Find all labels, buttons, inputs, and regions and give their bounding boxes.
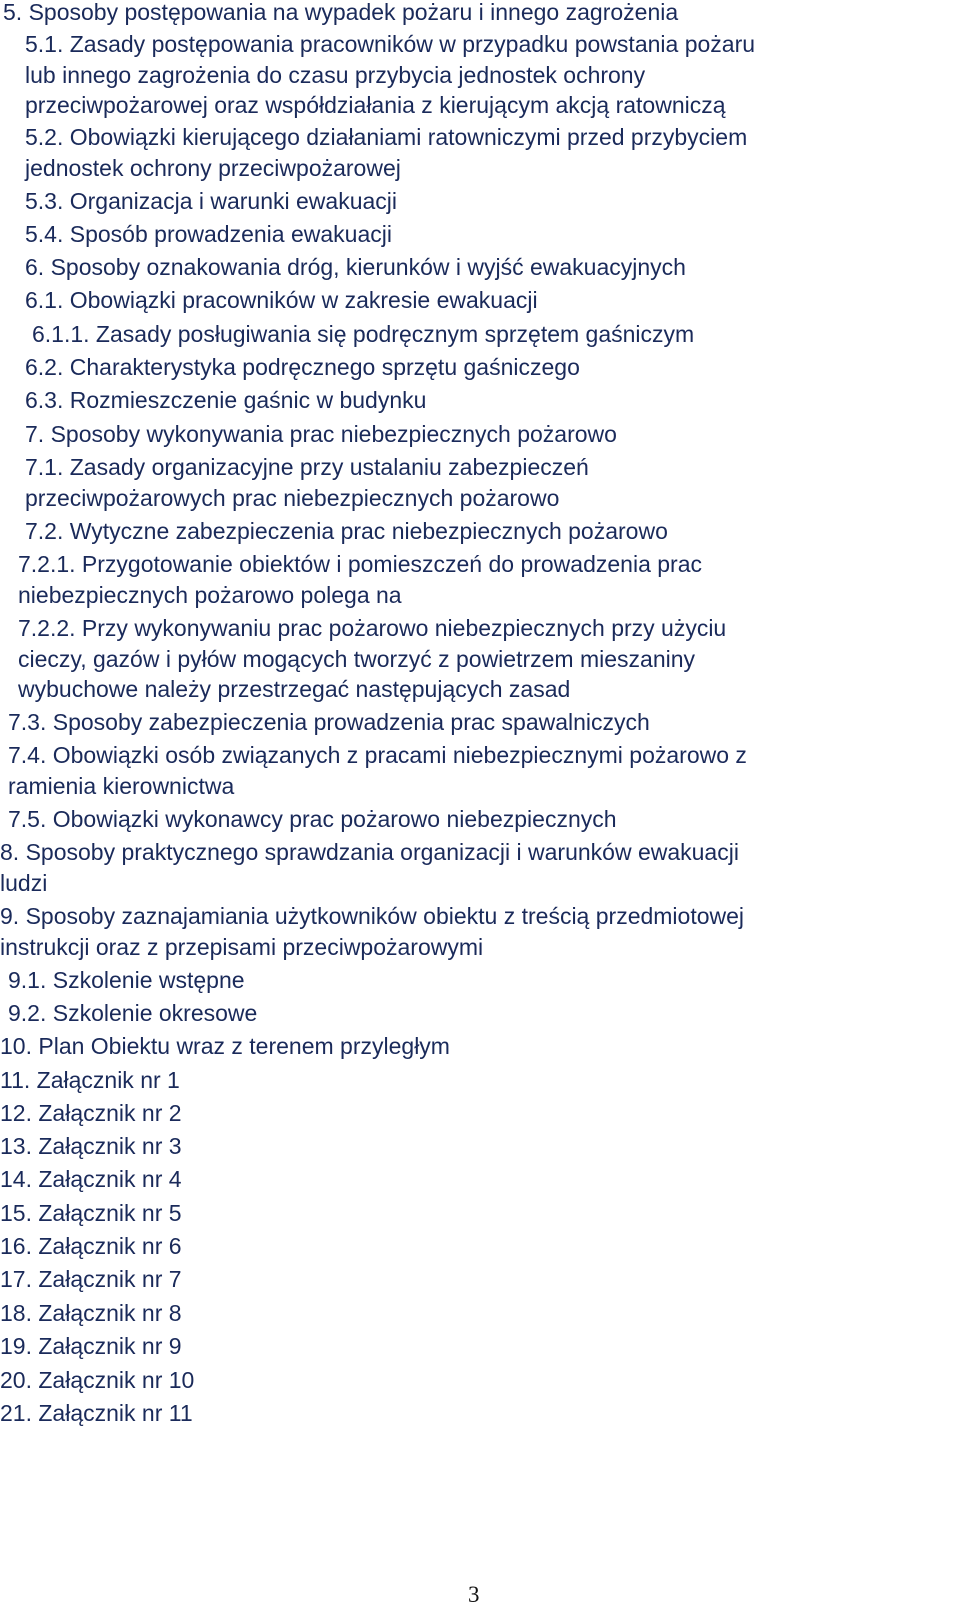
toc-line: 9.2. Szkolenie okresowe — [8, 1000, 258, 1026]
toc-line: lub innego zagrożenia do czasu przybycia jednostek ochrony — [25, 62, 646, 88]
toc-line: 7.5. Obowiązki wykonawcy prac pożarowo niebezpiecznych — [8, 806, 617, 832]
toc-line: 20. Załącznik nr 10 — [0, 1367, 195, 1393]
toc-line: ludzi — [0, 870, 48, 896]
toc-line: 6.3. Rozmieszczenie gaśnic w budynku — [25, 387, 427, 413]
toc-line: 15. Załącznik nr 5 — [0, 1200, 182, 1226]
toc-line: przeciwpożarowych prac niebezpiecznych pożarowo — [25, 485, 560, 511]
toc-line: 8. Sposoby praktycznego sprawdzania organizacji i warunków ewakuacji — [0, 839, 739, 865]
toc-line: 10. Plan Obiektu wraz z terenem przyległym — [0, 1033, 450, 1059]
toc-line: instrukcji oraz z przepisami przeciwpożarowymi — [0, 934, 484, 960]
toc-line: 13. Załącznik nr 3 — [0, 1133, 182, 1159]
toc-line: niebezpiecznych pożarowo polega na — [18, 582, 402, 608]
toc-line: 6. Sposoby oznakowania dróg, kierunków i wyjść ewakuacyjnych — [25, 254, 686, 280]
toc-line: 6.1. Obowiązki pracowników w zakresie ewakuacji — [25, 287, 538, 313]
toc-line: 19. Załącznik nr 9 — [0, 1333, 182, 1359]
toc-line: 11. Załącznik nr 1 — [0, 1067, 180, 1093]
toc-line: 5.2. Obowiązki kierującego działaniami ratowniczymi przed przybyciem — [25, 124, 748, 150]
toc-line: cieczy, gazów i pyłów mogących tworzyć z powietrzem mieszaniny — [18, 646, 696, 672]
toc-line: 21. Załącznik nr 11 — [0, 1400, 193, 1426]
toc-line: 7.1. Zasady organizacyjne przy ustalaniu zabezpieczeń — [25, 454, 589, 480]
page-number: 3 — [468, 1582, 480, 1607]
toc-line: 5.4. Sposób prowadzenia ewakuacji — [25, 221, 392, 247]
toc-line: 18. Załącznik nr 8 — [0, 1300, 182, 1326]
toc-line: 5.1. Zasady postępowania pracowników w przypadku powstania pożaru — [25, 31, 756, 57]
toc-line: 5. Sposoby postępowania na wypadek pożaru i innego zagrożenia — [3, 0, 679, 25]
toc-line: 6.2. Charakterystyka podręcznego sprzętu gaśniczego — [25, 354, 580, 380]
toc-line: 7.3. Sposoby zabezpieczenia prowadzenia prac spawalniczych — [8, 709, 650, 735]
toc-line: 7.4. Obowiązki osób związanych z pracami niebezpiecznymi pożarowo z — [8, 742, 747, 768]
toc-line: 7.2.2. Przy wykonywaniu prac pożarowo niebezpiecznych przy użyciu — [18, 615, 727, 641]
toc-line: 9. Sposoby zaznajamiania użytkowników obiektu z treścią przedmiotowej — [0, 903, 745, 929]
toc-line: 7.2. Wytyczne zabezpieczenia prac niebezpiecznych pożarowo — [25, 518, 668, 544]
toc-line: 6.1.1. Zasady posługiwania się podręcznym sprzętem gaśniczym — [32, 321, 695, 347]
toc-line: 7.2.1. Przygotowanie obiektów i pomieszczeń do prowadzenia prac — [18, 551, 702, 577]
toc-line: wybuchowe należy przestrzegać następujących zasad — [18, 676, 571, 702]
toc-line: ramienia kierownictwa — [8, 773, 235, 799]
toc-line: 5.3. Organizacja i warunki ewakuacji — [25, 188, 398, 214]
toc-line: 14. Załącznik nr 4 — [0, 1166, 182, 1192]
toc-line: 12. Załącznik nr 2 — [0, 1100, 182, 1126]
toc-line: 7. Sposoby wykonywania prac niebezpiecznych pożarowo — [25, 421, 617, 447]
toc-line: przeciwpożarowej oraz współdziałania z kierującym akcją ratowniczą — [25, 92, 726, 118]
toc-line: 9.1. Szkolenie wstępne — [8, 967, 245, 993]
toc-line: 17. Załącznik nr 7 — [0, 1266, 182, 1292]
toc-line: 16. Załącznik nr 6 — [0, 1233, 182, 1259]
toc-line: jednostek ochrony przeciwpożarowej — [25, 155, 401, 181]
